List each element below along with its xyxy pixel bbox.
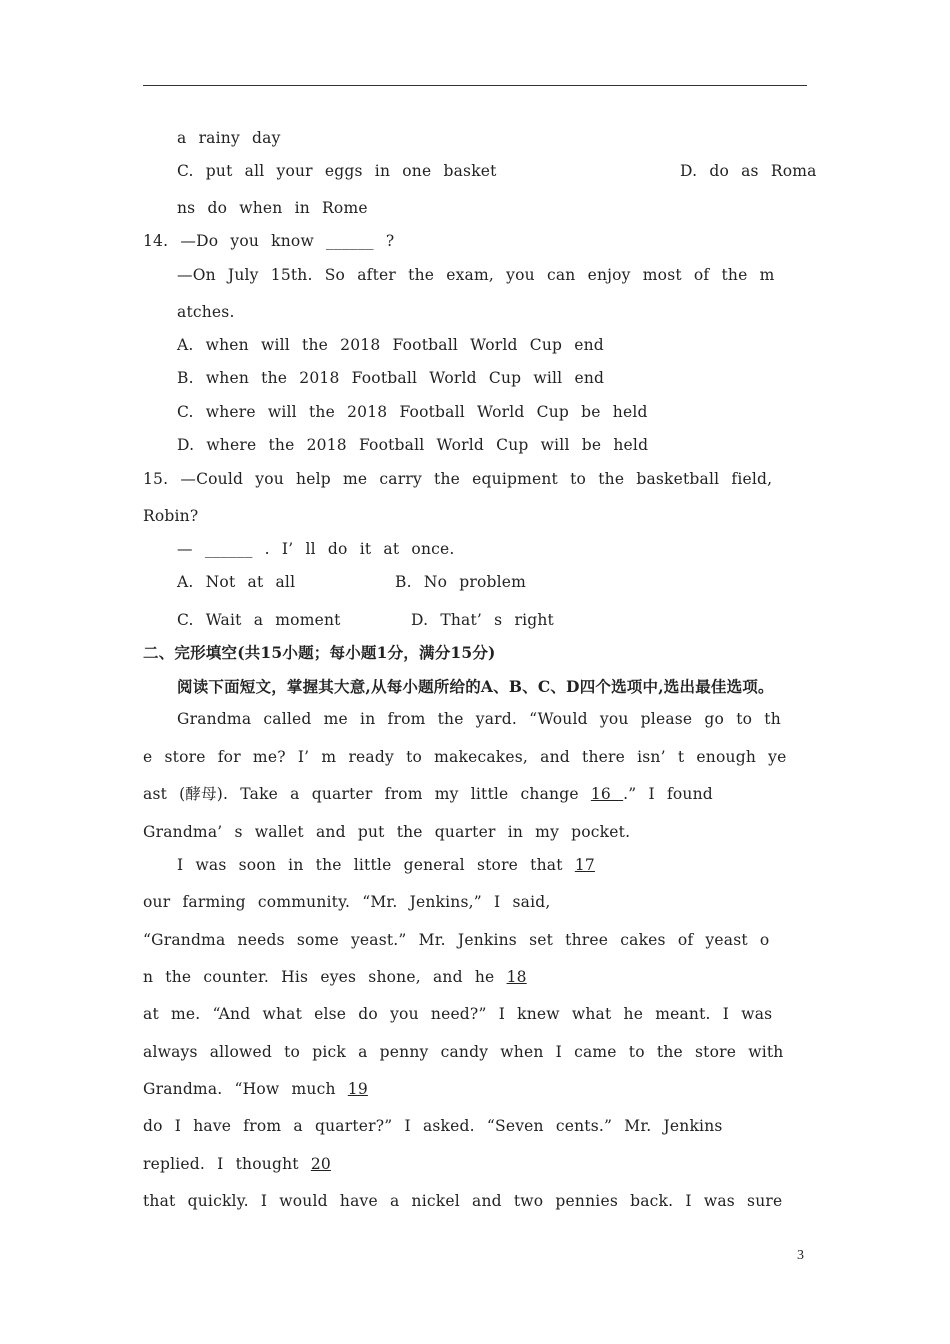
passage-text: ast (酵母). Take a quarter from my little change (143, 785, 579, 803)
q13-option-c: C. put all your eggs in one basket (177, 162, 497, 180)
passage-text: I was soon in the little general store that (177, 856, 563, 874)
q15-option-b: B. No problem (395, 573, 527, 591)
blank-20: 20 (310, 1155, 331, 1173)
header-rule (143, 85, 807, 86)
blank-18: 18 (506, 968, 527, 986)
q14-option-a: A. when will the 2018 Football World Cup end (177, 336, 604, 354)
passage-line: e store for me? I’ m ready to makecakes, and there isn’ t enough ye (143, 748, 787, 766)
q14-stem: 14. —Do you know ______ ? (143, 232, 395, 250)
q13-option-d: D. do as Roma (680, 162, 817, 180)
q15-option-a: A. Not at all (177, 573, 296, 591)
passage-line (143, 1154, 331, 1174)
q15-option-c: C. Wait a moment (177, 611, 341, 629)
q13-option-d-cont: ns do when in Rome (177, 199, 368, 217)
section-heading: 二、完形填空(共15小题；每小题1分，满分15分) (143, 643, 496, 662)
q15-reply: — ______ . I’ ll do it at once. (177, 540, 455, 558)
passage-line (143, 967, 527, 987)
q14-reply: —On July 15th. So after the exam, you can enjoy most of the m (177, 266, 775, 284)
passage-line: at me. “And what else do you need?” I knew what he meant. I was (143, 1005, 773, 1023)
q14-option-c: C. where will the 2018 Football World Cup be held (177, 403, 648, 421)
q15-stem-cont: Robin? (143, 507, 199, 525)
passage-line: do I have from a quarter?” I asked. “Seven cents.” Mr. Jenkins (143, 1117, 723, 1135)
section-instruction: 阅读下面短文，掌握其大意,从每小题所给的A、B、C、D四个选项中,选出最佳选项。 (177, 677, 774, 696)
passage-line: that quickly. I would have a nickel and two pennies back. I was sure (143, 1192, 783, 1210)
passage-line: “Grandma needs some yeast.” Mr. Jenkins set three cakes of yeast o (143, 931, 770, 949)
passage-text: .” I found (623, 785, 713, 803)
q14-reply-cont: atches. (177, 303, 235, 321)
q15-option-d: D. That’ s right (411, 611, 554, 629)
q14-option-d: D. where the 2018 Football World Cup will be held (177, 436, 649, 454)
blank-19: 19 (347, 1080, 368, 1098)
passage-text: replied. I thought (143, 1155, 299, 1173)
passage-line (177, 855, 595, 875)
passage-line: our farming community. “Mr. Jenkins,” I said, (143, 893, 551, 911)
passage-line (143, 1079, 368, 1099)
page-number: 3 (797, 1248, 804, 1263)
passage-line: Grandma called me in from the yard. “Would you please go to th (177, 710, 781, 728)
q15-stem: 15. —Could you help me carry the equipment to the basketball field, (143, 470, 773, 488)
blank-16: 16 (590, 785, 624, 803)
passage-line: always allowed to pick a penny candy when I came to the store with (143, 1043, 784, 1061)
passage-text: n the counter. His eyes shone, and he (143, 968, 495, 986)
blank-17: 17 (574, 856, 595, 874)
passage-line: Grandma’ s wallet and put the quarter in my pocket. (143, 823, 631, 841)
q13-option-b-cont: a rainy day (177, 129, 281, 147)
passage-text: Grandma. “How much (143, 1080, 336, 1098)
passage-line (143, 784, 713, 804)
q14-option-b: B. when the 2018 Football World Cup will end (177, 369, 605, 387)
